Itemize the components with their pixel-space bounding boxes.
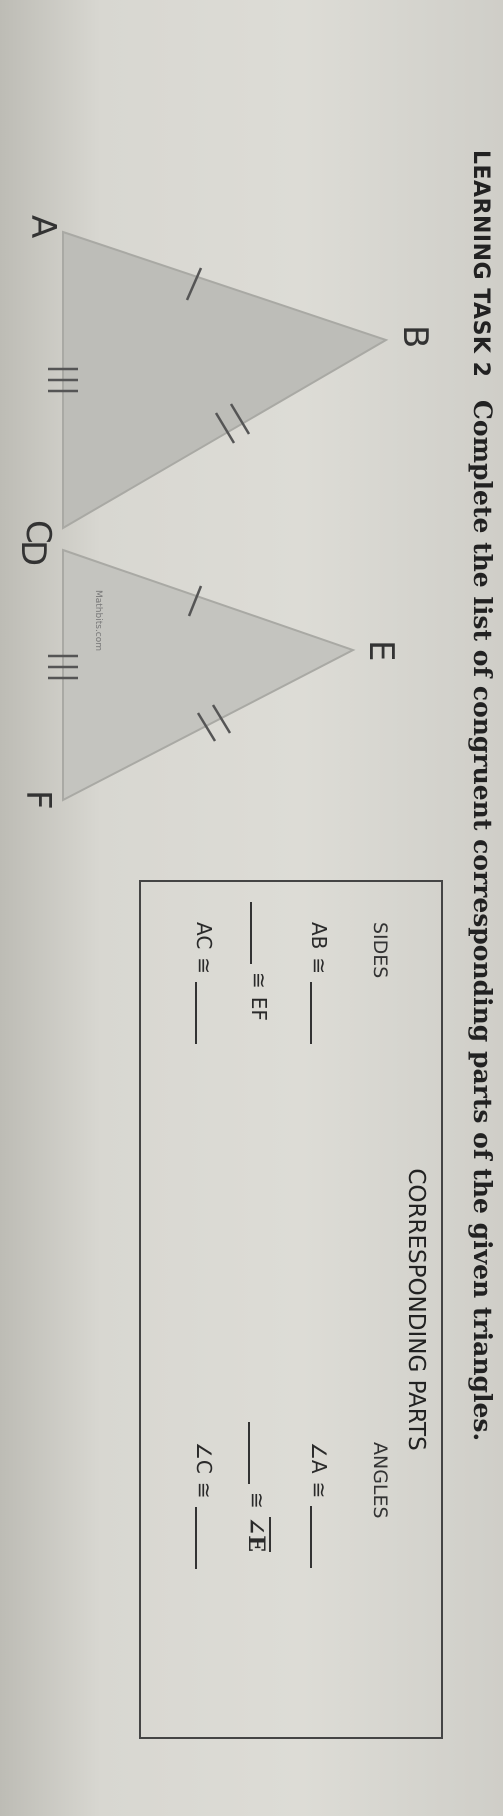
side-right: EF: [247, 996, 271, 1021]
answer-blank[interactable]: [250, 902, 268, 964]
vertex-e-label: E: [361, 640, 401, 662]
congruent-symbol: ≅: [307, 957, 331, 975]
vertex-f-label: F: [18, 790, 58, 810]
vertex-a-label: A: [23, 215, 63, 239]
triangles-figure: [0, 0, 463, 900]
angle-right: ∠E: [243, 1516, 269, 1552]
angle-left: ∠C: [192, 1442, 216, 1474]
answer-blank[interactable]: [195, 982, 213, 1044]
corresponding-parts-title: CORRESPONDING PARTS: [403, 1168, 429, 1451]
sides-row-3: [192, 922, 216, 1044]
answer-blank[interactable]: [248, 1422, 266, 1484]
sides-row-1: [307, 922, 331, 1044]
vertex-d-label: D: [13, 540, 53, 567]
congruent-symbol: ≅: [307, 1481, 331, 1499]
side-left: AB: [307, 922, 331, 950]
angle-left: ∠A: [307, 1442, 331, 1474]
congruent-symbol: ≅: [247, 972, 271, 989]
side-left: AC: [192, 922, 216, 950]
answer-blank[interactable]: [310, 1506, 328, 1568]
answer-blank[interactable]: [195, 1507, 213, 1569]
task-instruction: Complete the list of congruent corresponding parts of the given triangles.: [468, 400, 497, 1442]
angles-row-1: [307, 1442, 331, 1568]
triangle-abc: [63, 232, 386, 528]
answer-blank[interactable]: [310, 982, 328, 1044]
sides-row-2: [247, 902, 271, 1021]
angles-row-2: [243, 1422, 271, 1552]
congruent-symbol: ≅: [192, 1481, 216, 1499]
task-title: LEARNING TASK 2: [468, 150, 493, 378]
congruent-symbol: ≅: [245, 1492, 269, 1509]
figure-watermark: Mathbits.com: [93, 590, 103, 652]
vertex-c-label: C: [18, 520, 58, 544]
angles-header: ANGLES: [369, 1442, 391, 1519]
vertex-b-label: B: [395, 325, 435, 349]
corresponding-parts-box: [139, 880, 443, 1739]
angles-row-3: [192, 1442, 216, 1569]
sides-header: SIDES: [369, 922, 391, 979]
congruent-symbol: ≅: [192, 957, 216, 975]
triangle-def: [63, 550, 353, 800]
triangles-drawing: [0, 0, 463, 900]
